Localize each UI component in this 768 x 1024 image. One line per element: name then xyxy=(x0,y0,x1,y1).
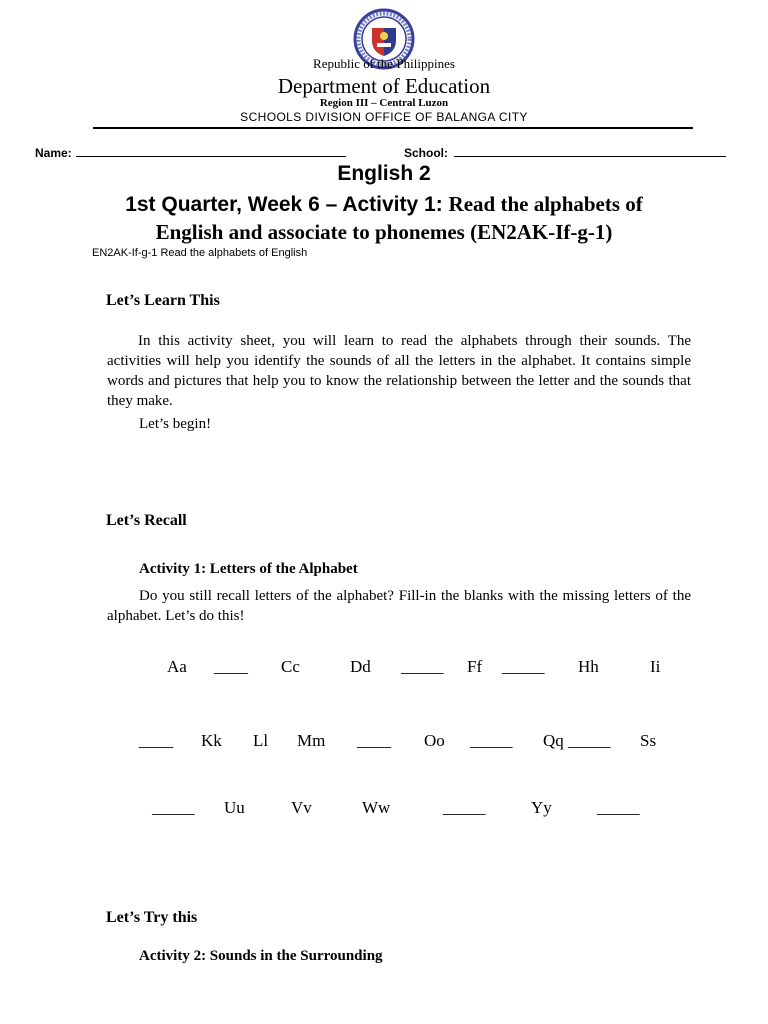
letter-blank[interactable]: ____ xyxy=(357,731,391,750)
letter-blank[interactable]: _____ xyxy=(502,657,545,676)
letter-item: Kk xyxy=(201,731,222,750)
subject-title: English 2 xyxy=(337,162,431,185)
division-line: SCHOOLS DIVISION OFFICE OF BALANGA CITY xyxy=(240,110,528,124)
letter-blank[interactable]: _____ xyxy=(152,798,195,817)
letter-item: Uu xyxy=(224,798,245,817)
letter-item: Ff xyxy=(467,657,483,676)
school-field[interactable] xyxy=(404,144,726,160)
department-line: Department of Education xyxy=(277,74,491,98)
letter-item: Ww xyxy=(362,798,391,817)
letter-item: Dd xyxy=(350,657,371,676)
name-label: Name: xyxy=(35,146,72,160)
activity1-title: Activity 1: Letters of the Alphabet xyxy=(139,561,358,577)
letter-item: Oo xyxy=(424,731,445,750)
school-blank[interactable] xyxy=(454,144,726,157)
activity-title-line1 xyxy=(0,192,768,217)
letter-item: Yy xyxy=(531,798,552,817)
name-blank[interactable] xyxy=(76,144,346,157)
title-read-alphabets: Read the alphabets of xyxy=(448,192,643,216)
activity1-instruction: Do you still recall letters of the alphabet? Fill-in the blanks with the missing letters of the alphabet. Let’s do this! xyxy=(107,588,691,624)
school-label: School: xyxy=(404,146,448,160)
letter-item: Ss xyxy=(640,731,657,750)
letter-item-with-blank[interactable]: Qq _____ xyxy=(543,731,611,750)
competency-code: EN2AK-If-g-1 Read the alphabets of English xyxy=(92,247,308,259)
region-line: Region III – Central Luzon xyxy=(319,97,449,109)
activity-title-line2: English and associate to phonemes (EN2AK-If-g-1) xyxy=(155,220,613,244)
letter-item: Ii xyxy=(650,657,661,676)
letter-blank[interactable]: ____ xyxy=(139,731,173,750)
learn-heading: Let’s Learn This xyxy=(106,292,220,309)
header-divider xyxy=(93,127,693,129)
letter-blank[interactable]: ____ xyxy=(214,657,248,676)
recall-heading: Let’s Recall xyxy=(106,512,187,529)
try-heading: Let’s Try this xyxy=(106,909,198,926)
lets-begin: Let’s begin! xyxy=(139,416,212,432)
letter-item: Aa xyxy=(167,657,187,676)
letter-item: Mm xyxy=(297,731,326,750)
title-quarter-week: 1st Quarter, Week 6 – Activity 1: xyxy=(125,193,449,216)
letter-item: Vv xyxy=(291,798,312,817)
letter-item: Ll xyxy=(253,731,269,750)
letter-blank[interactable]: _____ xyxy=(470,731,513,750)
letter-blank[interactable]: _____ xyxy=(401,657,444,676)
letter-blank[interactable]: _____ xyxy=(443,798,486,817)
name-field[interactable] xyxy=(35,144,346,160)
letter-item: Hh xyxy=(578,657,599,676)
letter-blank[interactable]: _____ xyxy=(597,798,640,817)
letter-item: Cc xyxy=(281,657,300,676)
republic-line: Republic of the Philippines xyxy=(313,56,455,71)
learn-paragraph: In this activity sheet, you will learn to read the alphabets through their sounds. The activities will help you identify the sounds of all the letters in the alphabet. It contains simple words and pictures that help you to know the relationship between the letter and the sounds that they make. xyxy=(107,333,691,409)
activity2-title: Activity 2: Sounds in the Surrounding xyxy=(139,948,383,964)
